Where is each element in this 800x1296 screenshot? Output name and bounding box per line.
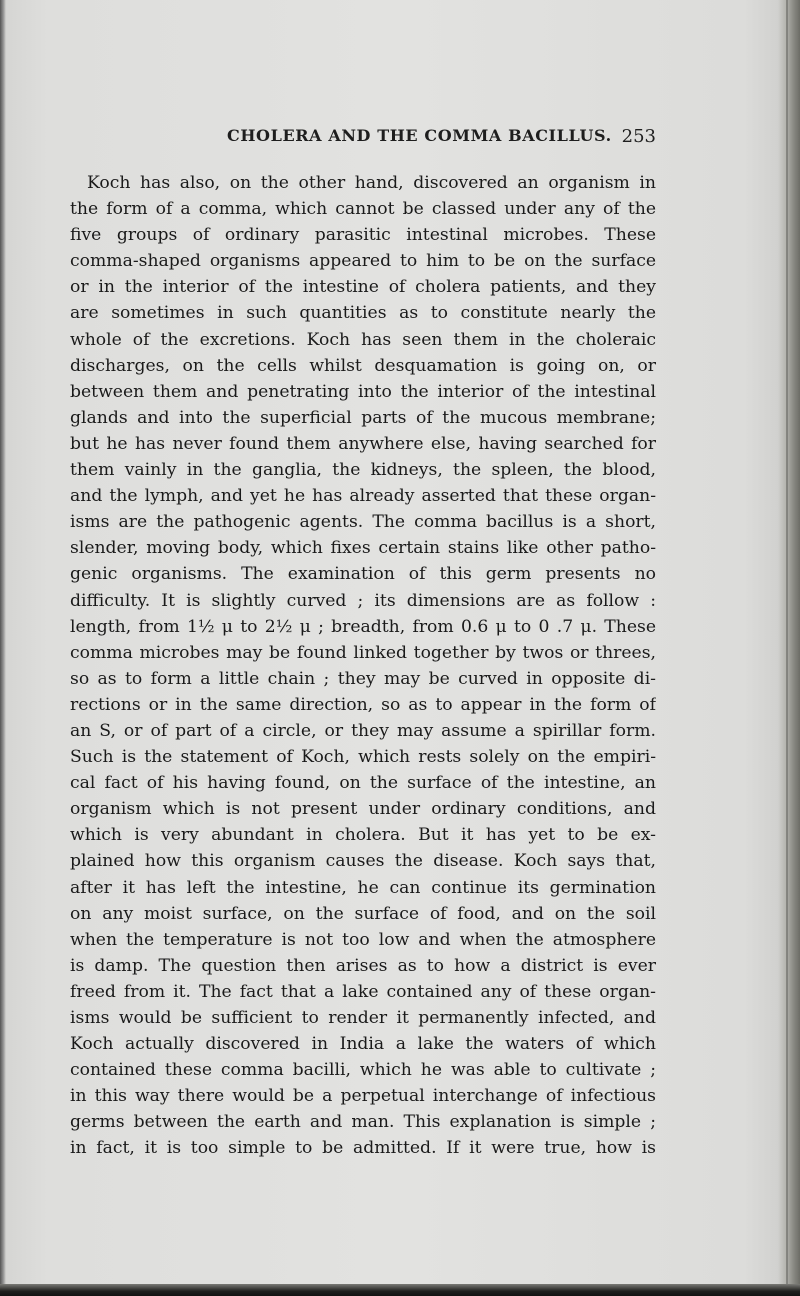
body-paragraph — [70, 170, 656, 1162]
text-line: contained these comma bacilli, which he was able to cultivate ; — [70, 1060, 656, 1081]
running-title: CHOLERA AND THE COMMA BACILLUS. — [227, 126, 612, 145]
text-line: freed from it. The fact that a lake contained any of these organ- — [70, 981, 656, 1002]
text-line: in fact, it is too simple to be admitted. If it were true, how is — [70, 1138, 656, 1159]
text-line: rections or in the same direction, so as to appear in the form of — [70, 694, 656, 715]
text-line: in this way there would be a perpetual interchange of infectious — [70, 1086, 656, 1107]
text-line: Koch has also, on the other hand, discovered an organism in — [87, 173, 656, 193]
text-line: genic organisms. The examination of this germ presents no — [70, 564, 656, 585]
text-line: comma-shaped organisms appeared to him to be on the surface — [70, 251, 656, 272]
text-line: after it has left the intestine, he can continue its germination — [70, 877, 656, 898]
text-line: so as to form a little chain ; they may be curved in opposite di- — [70, 668, 656, 689]
text-line: them vainly in the ganglia, the kidneys, the spleen, the blood, — [70, 460, 656, 481]
text-line: organism which is not present under ordinary conditions, and — [70, 799, 656, 820]
text-line: cal fact of his having found, on the surface of the intestine, an — [70, 773, 656, 794]
text-line: slender, moving body, which fixes certain stains like other patho- — [70, 538, 656, 559]
text-line: when the temperature is not too low and when the atmosphere — [70, 929, 656, 950]
text-line: isms are the pathogenic agents. The comma bacillus is a short, — [70, 512, 656, 533]
text-line: comma microbes may be found linked together by twos or threes, — [70, 642, 656, 663]
text-line: are sometimes in such quantities as to constitute nearly the — [70, 303, 656, 324]
text-line: Such is the statement of Koch, which rests solely on the empiri- — [70, 747, 656, 768]
text-line: the form of a comma, which cannot be classed under any of the — [70, 199, 656, 220]
text-line: and the lymph, and yet he has already asserted that these organ- — [70, 486, 656, 507]
text-line: glands and into the superficial parts of the mucous membrane; — [70, 407, 656, 428]
text-line: is damp. The question then arises as to how a district is ever — [70, 955, 656, 976]
text-line: whole of the excretions. Koch has seen them in the choleraic — [70, 329, 656, 350]
page-right-edge — [778, 0, 800, 1296]
text-line: germs between the earth and man. This explanation is simple ; — [70, 1112, 656, 1133]
text-line: discharges, on the cells whilst desquamation is going on, or — [70, 355, 656, 376]
text-line: Koch actually discovered in India a lake the waters of which — [70, 1034, 656, 1055]
page-bottom-edge — [0, 1284, 800, 1296]
text-line: five groups of ordinary parasitic intestinal microbes. These — [70, 225, 656, 246]
page-left-shadow — [0, 0, 6, 1296]
page-number: 253 — [621, 126, 656, 147]
text-line: or in the interior of the intestine of cholera patients, and they — [70, 277, 656, 298]
text-line: isms would be sufficient to render it permanently infected, and — [70, 1008, 656, 1028]
text-line: on any moist surface, on the surface of food, and on the soil — [70, 903, 656, 924]
text-line: plained how this organism causes the disease. Koch says that, — [70, 851, 656, 872]
binding-line — [786, 0, 788, 1296]
text-line: between them and penetrating into the interior of the intestinal — [70, 381, 656, 402]
text-line: length, from 1½ μ to 2½ μ ; breadth, from 0.6 μ to 0 .7 μ. These — [70, 616, 656, 637]
text-line: which is very abundant in cholera. But it has yet to be ex- — [70, 825, 656, 846]
text-line: an S, or of part of a circle, or they may assume a spirillar form. — [70, 720, 656, 741]
text-line: but he has never found them anywhere else, having searched for — [70, 433, 656, 454]
running-header — [227, 126, 656, 152]
text-line: difficulty. It is slightly curved ; its dimensions are as follow : — [70, 590, 656, 611]
